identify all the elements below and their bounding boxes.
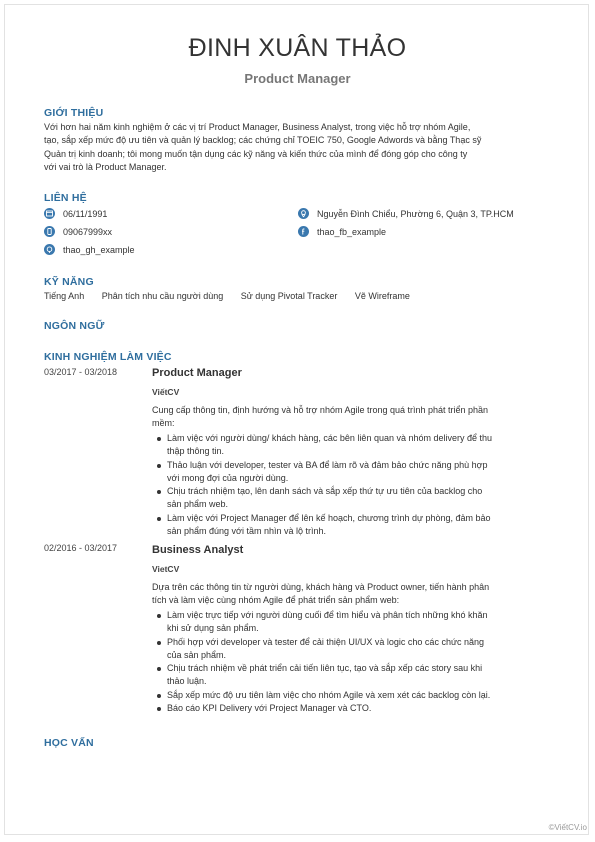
job-company: VietCV bbox=[152, 564, 180, 574]
contact-phone bbox=[44, 226, 112, 237]
phone-icon bbox=[44, 226, 55, 237]
list-item: Chịu trách nhiệm tạo, lên danh sách và sắp xếp thứ tự ưu tiên của backlog cho sản phẩm web. bbox=[152, 485, 550, 512]
address-value: Nguyễn Đình Chiểu, Phường 6, Quận 3, TP.HCM bbox=[317, 208, 514, 219]
job-position: Product Manager bbox=[152, 367, 242, 379]
list-item: Phối hợp với developer và tester để cải thiện UI/UX và logic cho các chức năng của sản phẩm. bbox=[152, 636, 550, 663]
section-title-contact: LIÊN HỆ bbox=[44, 192, 87, 204]
section-title-skills: KỸ NĂNG bbox=[44, 276, 94, 288]
section-title-intro: GIỚI THIỆU bbox=[44, 107, 104, 119]
skills-list bbox=[44, 291, 425, 301]
list-item: Thảo luận với developer, tester và BA để làm rõ và đảm bảo chức năng phù hợp với mong đợi của người dùng. bbox=[152, 459, 550, 486]
section-title-experience: KINH NGHIỆM LÀM VIỆC bbox=[44, 351, 172, 363]
job-description bbox=[152, 404, 550, 431]
job-description bbox=[152, 581, 550, 608]
github-icon bbox=[44, 244, 55, 255]
calendar-icon bbox=[44, 208, 55, 219]
list-item: Làm việc với Project Manager để lên kế hoạch, chương trình dự phòng, đảm bảo sản phẩm đúng với tầm nhìn và lộ trình. bbox=[152, 512, 550, 539]
list-item: Làm việc với người dùng/ khách hàng, các bên liên quan và nhóm delivery để thu thập thông tin. bbox=[152, 432, 550, 459]
skill-item: Tiếng Anh bbox=[44, 291, 85, 301]
job-date: 03/2017 - 03/2018 bbox=[44, 367, 118, 377]
job-company: ViếtCV bbox=[152, 387, 180, 397]
intro-line: Quản trị kinh doanh; tôi mong muốn tận dụng các kỹ năng và kiến thức của mình để đóng góp cho công ty bbox=[44, 148, 468, 159]
list-item: Chịu trách nhiệm về phát triển cải tiến liên tục, tạo và sắp xếp các story sau khi thảo luận. bbox=[152, 662, 550, 689]
skill-item: Vẽ Wireframe bbox=[354, 291, 410, 301]
intro-line: Với hơn hai năm kinh nghiệm ở các vị trí Product Manager, Business Analyst, trong việc hỗ trợ nhóm Agile, bbox=[44, 122, 471, 132]
intro-line: với vai trò là Product Manager. bbox=[44, 161, 167, 172]
job-description-line: Dựa trên các thông tin từ người dùng, khách hàng và Product owner, tiến hành phân bbox=[152, 582, 490, 592]
job-bullets bbox=[152, 609, 550, 715]
job-description-line: mềm: bbox=[152, 418, 175, 429]
job-bullets bbox=[152, 432, 550, 538]
contact-facebook[interactable] bbox=[298, 226, 386, 237]
list-item: Sắp xếp mức độ ưu tiên làm việc cho nhóm Agile và xem xét các backlog còn lại. bbox=[152, 689, 550, 702]
job-position: Business Analyst bbox=[152, 544, 244, 556]
candidate-title: Product Manager bbox=[244, 71, 351, 86]
job-description-line: Cung cấp thông tin, định hướng và hỗ trợ nhóm Agile trong quá trình phát triển phần bbox=[152, 405, 489, 415]
facebook-icon bbox=[298, 226, 309, 237]
list-item: Làm việc trực tiếp với người dùng cuối để tìm hiểu và phân tích những khó khăn khi sử dụng sản phẩm. bbox=[152, 609, 550, 636]
list-item: Báo cáo KPI Delivery với Project Manager và CTO. bbox=[152, 702, 550, 715]
candidate-name: ĐINH XUÂN THẢO bbox=[188, 34, 407, 62]
contact-address bbox=[298, 208, 514, 219]
contact-github[interactable] bbox=[44, 244, 135, 255]
intro-line: tạo, sắp xếp mức độ ưu tiên và quản lý backlog; các chứng chỉ TOEIC 750, Google Adwords và bằng Thạc sỹ bbox=[44, 135, 482, 146]
watermark: ©ViếtCV.io bbox=[548, 823, 587, 832]
contact-birthday bbox=[44, 208, 107, 219]
birthday-value: 06/11/1991 bbox=[63, 208, 108, 219]
skill-item: Phân tích nhu cầu người dùng bbox=[101, 291, 224, 301]
facebook-value: thao_fb_example bbox=[317, 226, 387, 237]
job-description-line: tích và làm việc cùng nhóm Agile để phát triển sản phẩm web: bbox=[152, 595, 400, 606]
intro-text bbox=[44, 121, 550, 174]
phone-value: 09067999xx bbox=[63, 226, 113, 237]
skill-item: Sử dụng Pivotal Tracker bbox=[240, 291, 338, 301]
location-icon bbox=[298, 208, 309, 219]
github-value: thao_gh_example bbox=[63, 244, 135, 255]
section-title-languages: NGÔN NGỮ bbox=[44, 320, 105, 332]
job-date: 02/2016 - 03/2017 bbox=[44, 543, 118, 553]
section-title-education: HỌC VẤN bbox=[44, 737, 94, 749]
